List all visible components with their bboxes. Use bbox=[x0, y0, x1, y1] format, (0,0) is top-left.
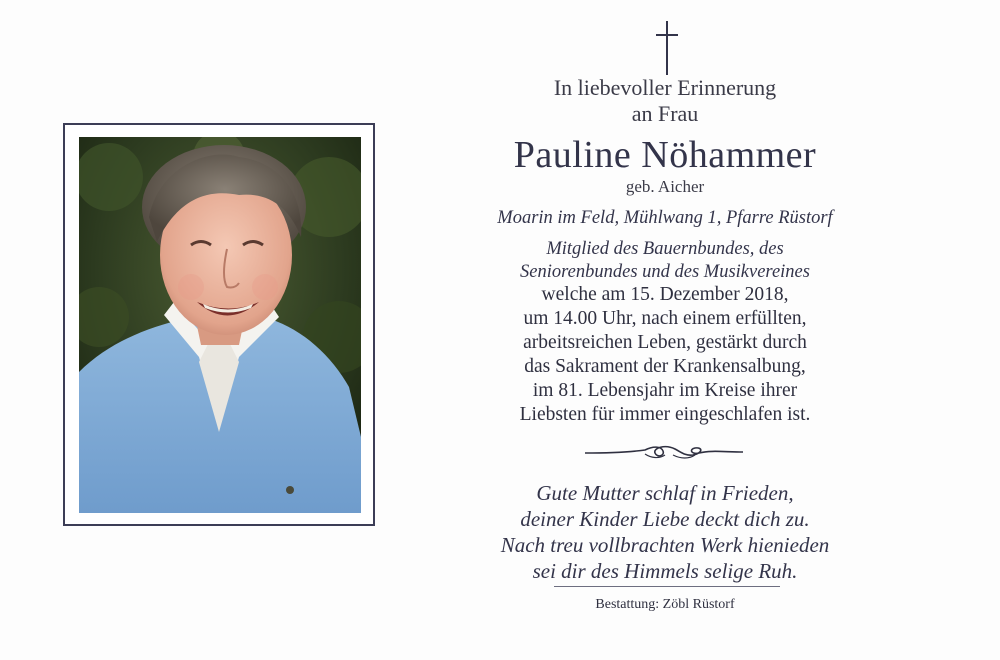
verse-line-4: sei dir des Himmels selige Ruh. bbox=[532, 559, 798, 583]
body-line-5: im 81. Lebensjahr im Kreise ihrer bbox=[532, 380, 798, 401]
verse-line-1: Gute Mutter schlaf in Frieden, bbox=[536, 481, 794, 505]
verse-line-3: Nach treu vollbrachten Werk hienieden bbox=[500, 533, 830, 557]
cross-icon bbox=[656, 21, 678, 75]
body-line-4: das Sakrament der Krankensalbung, bbox=[524, 356, 806, 377]
verse-line-2: deiner Kinder Liebe deckt dich zu. bbox=[520, 507, 810, 531]
body-line-2: um 14.00 Uhr, nach einem erfüllten, bbox=[523, 308, 807, 329]
maiden-name: geb. Aicher bbox=[625, 177, 705, 196]
intro-line-1: In liebevoller Erinnerung bbox=[553, 75, 777, 100]
membership-line-2: Seniorenbundes und des Musikvereines bbox=[520, 262, 810, 282]
body-line-6: Liebsten für immer eingeschlafen ist. bbox=[519, 404, 811, 425]
body-line-3: arbeitsreichen Leben, gestärkt durch bbox=[523, 332, 807, 353]
portrait-photo bbox=[79, 137, 361, 513]
photo-frame bbox=[63, 123, 375, 526]
flourish-ornament-icon bbox=[585, 440, 743, 462]
intro-line-2: an Frau bbox=[631, 101, 699, 126]
funeral-home: Bestattung: Zöbl Rüstorf bbox=[595, 597, 735, 612]
body-line-1: welche am 15. Dezember 2018, bbox=[541, 284, 789, 305]
deceased-name: Pauline Nöhammer bbox=[513, 134, 817, 176]
membership-line-1: Mitglied des Bauernbundes, des bbox=[546, 239, 784, 259]
divider-line bbox=[554, 586, 780, 587]
address: Moarin im Feld, Mühlwang 1, Pfarre Rüstorf bbox=[497, 208, 833, 228]
